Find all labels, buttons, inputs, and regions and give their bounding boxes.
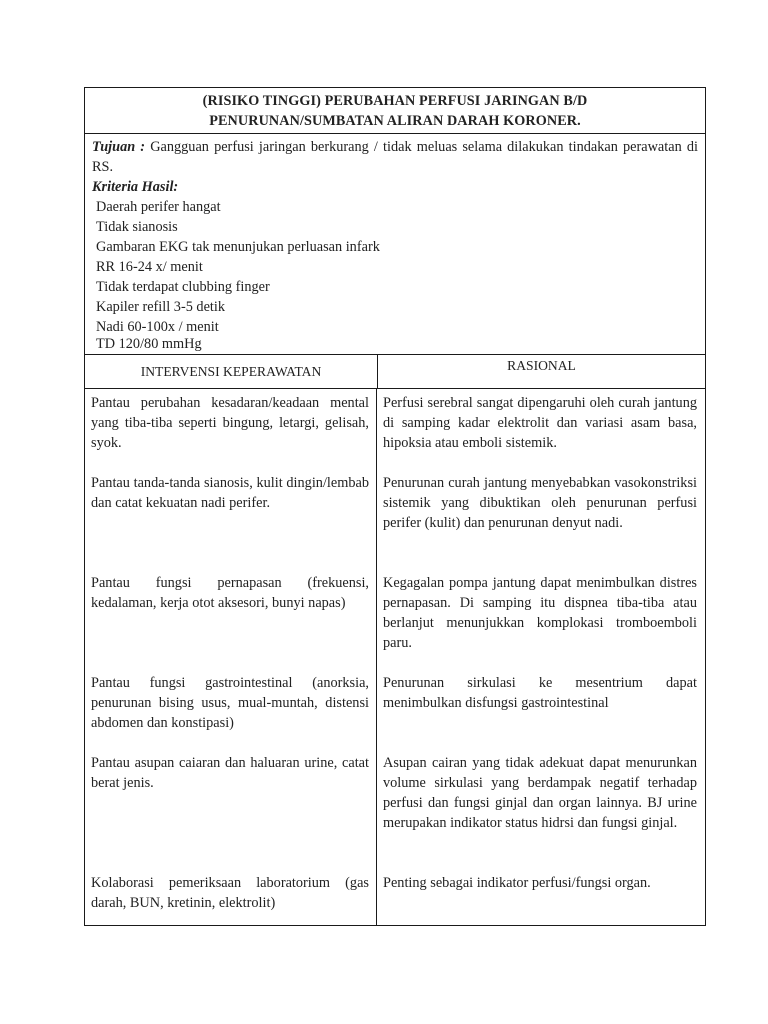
criteria-list: [92, 197, 698, 352]
criteria-item: Gambaran EKG tak menunjukan perluasan infark: [96, 239, 380, 255]
document-title: [85, 88, 705, 134]
intervention-cell: Pantau perubahan kesadaran/keadaan mental yang tiba-tiba seperti bingung, letargi, gelisah, syok.: [91, 395, 369, 451]
intervention-cell: Kolaborasi pemeriksaan laboratorium (gas darah, BUN, kretinin, elektrolit): [91, 875, 369, 911]
goal-text: Gangguan perfusi jaringan berkurang / tidak meluas selama dilakukan tindakan perawatan di RS.: [92, 139, 698, 175]
rationale-cell: Penurunan curah jantung menyebabkan vasokonstriksi sistemik yang dibuktikan oleh penurunan perfusi perifer (kulit) dan penurunan denyut nadi.: [383, 475, 697, 531]
rationale-cell: Penting sebagai indikator perfusi/fungsi organ.: [383, 875, 651, 891]
title-line-1: (RISIKO TINGGI) PERUBAHAN PERFUSI JARINGAN B/D: [202, 93, 588, 109]
criteria-item: Tidak terdapat clubbing finger: [96, 279, 270, 295]
goal-paragraph: [92, 137, 698, 177]
intervention-cell: Pantau asupan caiaran dan haluaran urine, catat berat jenis.: [91, 755, 369, 791]
title-line-2: PENURUNAN/SUMBATAN ALIRAN DARAH KORONER.: [209, 113, 581, 129]
goal-label: Tujuan :: [92, 139, 146, 155]
rationale-cell: Asupan cairan yang tidak adekuat dapat menurunkan volume sirkulasi yang berdampak negatif terhadap perfusi dan fungsi ginjal dan organ lainnya. BJ urine merupakan indikator status hidrsi dan fungsi ginjal.: [383, 755, 697, 831]
criteria-item: TD 120/80 mmHg: [96, 336, 202, 352]
header-rationale: RASIONAL: [507, 358, 576, 373]
intervention-cell: Pantau tanda-tanda sianosis, kulit dingin/lembab dan catat kekuatan nadi perifer.: [91, 475, 369, 511]
intervention-column: [85, 389, 377, 925]
intervention-cell: Pantau fungsi pernapasan (frekuensi, kedalaman, kerja otot aksesori, bunyi napas): [91, 575, 369, 611]
header-intervention: INTERVENSI KEPERAWATAN: [85, 355, 378, 388]
criteria-label: Kriteria Hasil:: [92, 179, 179, 195]
rationale-cell: Kegagalan pompa jantung dapat menimbulkan distres pernapasan. Di samping itu dispnea tiba-tiba atau berlanjut menunjukkan komplokasi tromboemboli paru.: [383, 575, 697, 651]
table-header-row: [85, 354, 705, 389]
care-plan-document: [84, 87, 706, 926]
rationale-cell: Perfusi serebral sangat dipengaruhi oleh curah jantung di samping kadar elektrolit dan variasi asam basa, hipoksia atau emboli sistemik.: [383, 395, 697, 451]
criteria-item: Daerah perifer hangat: [96, 199, 221, 215]
criteria-item: Tidak sianosis: [96, 219, 178, 235]
rationale-cell: Penurunan sirkulasi ke mesentrium dapat menimbulkan disfungsi gastrointestinal: [383, 675, 697, 711]
criteria-item: Kapiler refill 3-5 detik: [96, 299, 226, 315]
table-body: [85, 389, 705, 925]
intervention-cell: Pantau fungsi gastrointestinal (anorksia, penurunan bising usus, mual-muntah, distensi abdomen dan konstipasi): [91, 675, 369, 731]
rationale-column: [377, 389, 705, 925]
criteria-item: Nadi 60-100x / menit: [96, 319, 219, 335]
criteria-item: RR 16-24 x/ menit: [96, 259, 203, 275]
goals-section: [85, 134, 705, 354]
